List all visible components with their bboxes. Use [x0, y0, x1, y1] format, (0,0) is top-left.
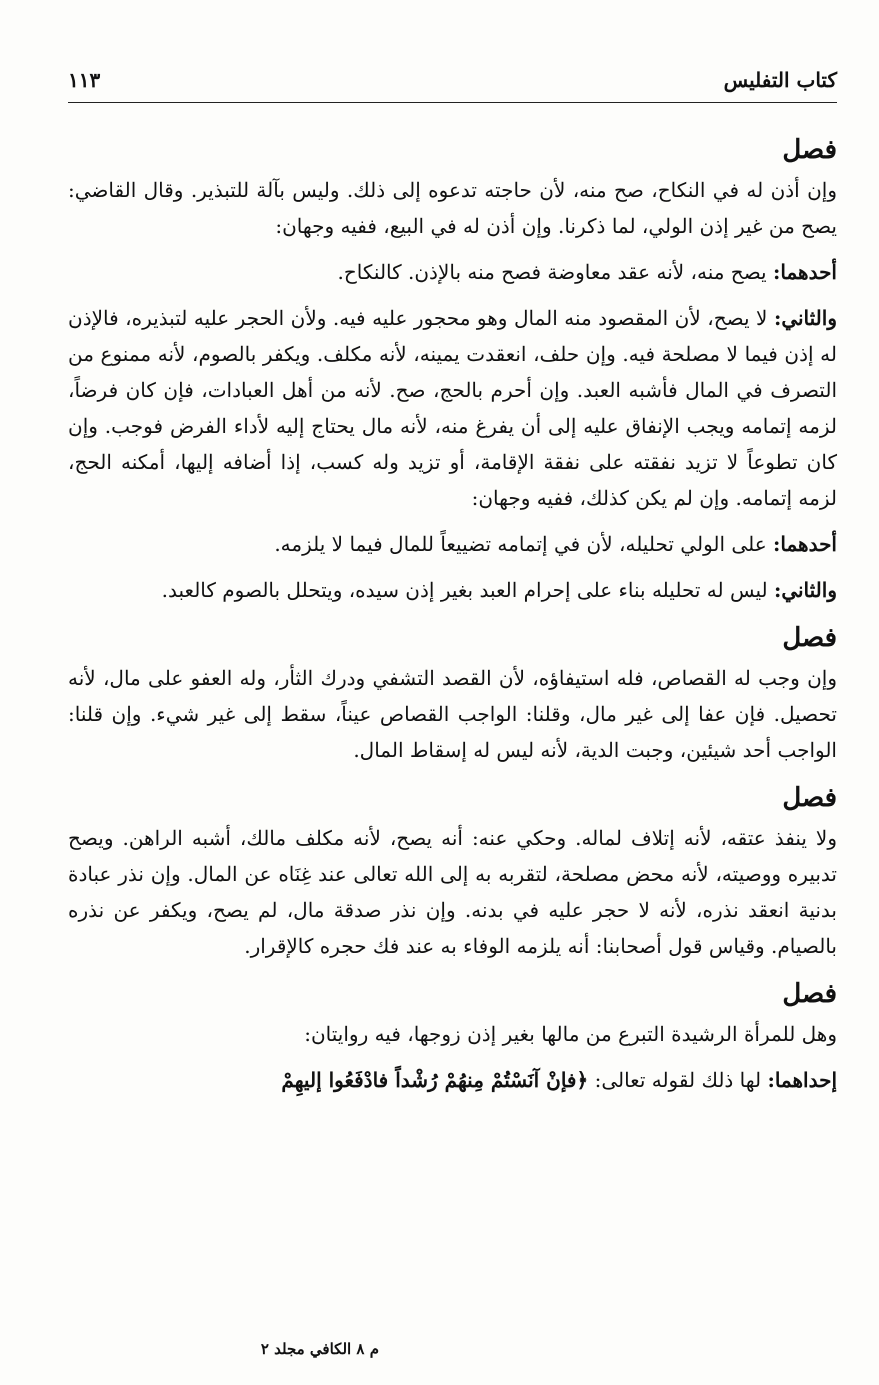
section-heading: فصل — [782, 979, 837, 1009]
paragraph — [68, 1062, 837, 1098]
paragraph — [68, 572, 837, 608]
point-label: إحداهما: — [767, 1068, 837, 1092]
book-page — [68, 58, 837, 1385]
paragraph: وإن وجب له القصاص، فله استيفاؤه، لأن القصد التشفي ودرك الثأر، وله العفو على مال، لأنه تحصيل. فإن عفا إلى غير مال، وقلنا: الواجب القصاص عيناً، سقط إلى غير شيء. وإن قلنا: الواجب أحد شيئين، وجبت الدية، لأنه ليس له إسقاط المال. — [68, 666, 837, 762]
paragraph — [68, 254, 837, 290]
paragraph: وإن أذن له في النكاح، صح منه، لأن حاجته تدعوه إلى ذلك. وليس بآلة للتبذير. وقال القاضي: يصح من غير إذن الولي، لما ذكرنا. وإن أذن له في البيع، ففيه وجهان: — [68, 178, 837, 238]
point-label: والثاني: — [773, 306, 837, 330]
page-header — [68, 58, 837, 98]
paragraph — [68, 300, 837, 516]
point-text: يصح منه، لأنه عقد معاوضة فصح منه بالإذن. كالنكاح. — [337, 260, 773, 284]
point-text: لا يصح، لأن المقصود منه المال وهو محجور عليه فيه. ولأن الحجر عليه لتبذيره، فالإذن له إذن فيما لا مصلحة فيه. وإن حلف، انعقدت يمينه، لأنه مكلف. ويكفر بالصوم، لأنه ممنوع من التصرف في المال فأشبه العبد. وإن أحرم بالحج، صح. لأنه من أهل العبادات، فإن كان فرضاً، لزمه إتمامه ويجب الإنفاق عليه إلى أن يفرغ منه، لأنه مال يحتاج إليه لأداء الفرض فوجب. وإن كان تطوعاً لا تزيد نفقته على نفقة الإقامة، أو تزيد وله كسب، إذا أضافه إليها، أمكنه الحج، لزمه إتمامه. وإن لم يكن كذلك، ففيه وجهان: — [68, 306, 837, 510]
section-heading: فصل — [782, 783, 837, 813]
point-label: والثاني: — [773, 578, 837, 602]
quran-quote: ﴿فإنْ آنَسْتُمْ مِنهُمْ رُشْداً فادْفَعُوا إليهِمْ — [281, 1068, 589, 1092]
point-label: أحدهما: — [772, 260, 837, 284]
point-text: ليس له تحليله بناء على إحرام العبد بغير إذن سيده، ويتحلل بالصوم كالعبد. — [161, 578, 774, 602]
header-rule — [68, 102, 837, 103]
paragraph: وهل للمرأة الرشيدة التبرع من مالها بغير إذن زوجها، فيه روايتان: — [304, 1022, 837, 1046]
section-heading: فصل — [782, 623, 837, 653]
running-title: كتاب التفليس — [723, 68, 837, 92]
point-label: أحدهما: — [772, 532, 837, 556]
section-heading: فصل — [782, 135, 837, 165]
page-number: ١١٣ — [68, 68, 101, 92]
paragraph: ولا ينفذ عتقه، لأنه إتلاف لماله. وحكي عنه: أنه يصح، لأنه مكلف مالك، أشبه الراهن. ويصح تدبيره ووصيته، لأنه محض مصلحة، لتقربه به إلى الله تعالى عند غِنَاه عن المال. وإن نذر عبادة بدنية انعقد نذره، لأنه لا حجر عليه في بدنه. وإن نذر صدقة مال، لم يصح، ويكفر عن نذره بالصيام. وقياس قول أصحابنا: أنه يلزمه الوفاء به عند فك حجره كالإقرار. — [68, 826, 837, 958]
paragraph — [68, 526, 837, 562]
signature-footer: م ٨ الكافي مجلد ٢ — [260, 1340, 379, 1358]
point-text: على الولي تحليله، لأن في إتمامه تضييعاً للمال فيما لا يلزمه. — [274, 532, 773, 556]
page-content — [68, 130, 837, 1108]
point-text: لها ذلك لقوله تعالى: — [588, 1068, 768, 1092]
